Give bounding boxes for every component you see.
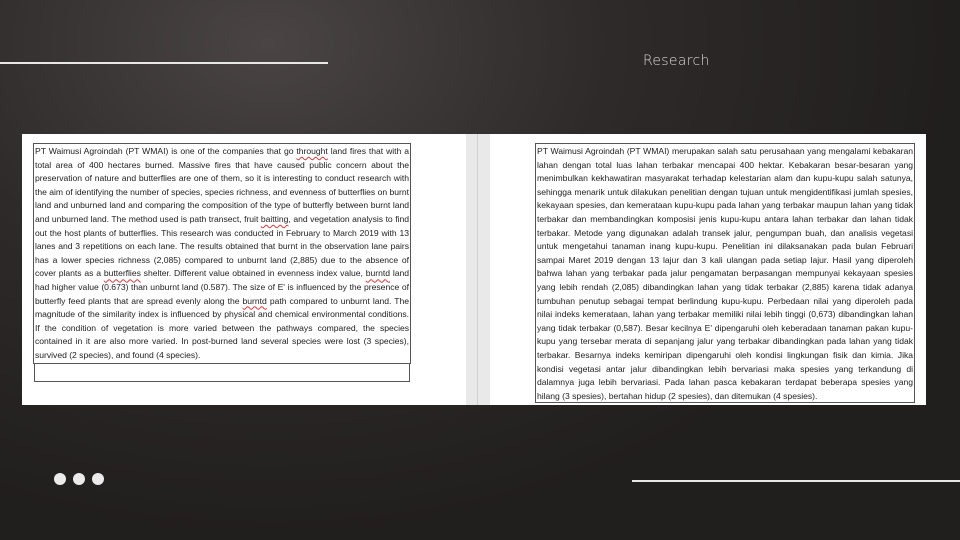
abstract-text: shelter. Different value obtained in evenness index value, [140, 268, 366, 279]
english-abstract-page [22, 134, 466, 405]
abstract-text: land fires that with a total area of 400 hectares burned. Massive fires that have caused public concern about the preservation of nature and butterflies are one of them, so it is interesting to conduct research with the aim of identifying the number of species, species richness, and evenness of butterflies on burnt land and unburned land and comparing the composition of the type of butterfly between burnt land and unburned land. The method used is path transect, fruit [35, 146, 409, 224]
indonesian-abstract-textbox[interactable] [535, 143, 915, 403]
dot-icon [54, 473, 66, 485]
dot-icon [92, 473, 104, 485]
abstract-text: , and vegetation analysis to find out the host plants of butterflies. This research was conducted in February to March 2019 with 13 lanes and 3 repetitions on each lane. The results obtained that burnt in the observation lane pairs has a lower species richness (2,085) compared to unburnt land (2,885) due to the absence of cover plants as a [35, 213, 410, 279]
spelling-error: baitting [260, 213, 289, 224]
more-dots-icon [54, 473, 104, 485]
spelling-error: throught [296, 146, 328, 156]
document-screenshot [22, 134, 926, 405]
spelling-error: butterflies [103, 268, 141, 279]
spelling-error: burntd [365, 268, 390, 279]
english-abstract-textbox[interactable] [33, 143, 411, 364]
abstract-text: PT Waimusi Agroindah (PT WMAI) is one of the companies that go [35, 146, 297, 156]
top-left-divider [0, 62, 328, 64]
bottom-right-divider [632, 480, 960, 482]
abstract-text: PT Waimusi Agroindah (PT WMAI) merupakan salah satu perusahaan yang mengalami kebakaran lahan dengan total luas lahan terbakar mencapai 400 hektar. Kebakaran besar-besaran yang menimbulkan kekhawatiran masyarakat terhadap kelestarian alam dan kupu-kupu salah satunya, sehingga menarik untuk dilakukan penelitian dengan tujuan untuk mengidentifikasi jumlah spesies, kekayaan spesies, dan kemerataan kupu-kupu pada lahan yang terbakar maupun lahan yang tidak terbakar dan membandingkan komposisi jenis kupu-kupu antara lahan terbakar dan lahan tidak terbakar. Metode yang digunakan adalah transek jalur, pengumpan buah, dan analisis vegetasi untuk mengetahui tanaman inang kupu-kupu. Penelitian ini dilaksanakan pada bulan Februari sampai Maret 2019 dengan 13 lajur dan 3 kali ulangan pada setiap lajur. Hasil yang diperoleh bahwa lahan yang terbakar pada jalur pengamatan berpasangan mempunyai kekayaan spesies yang lebih rendah (2,085) dibandingkan lahan yang tidak terbakar (2,885) karena tidak adanya tumbuhan penutup sebagai tempat berlindung kupu-kupu. Perbedaan nilai yang diperoleh pada nilai indeks kemerataan, lahan yang terbakar memiliki nilai lebih tinggi (0,673) dibandingkan lahan yang tidak terbakar (0,587). Besar kecilnya E' dipengaruhi oleh keberadaan tanaman pakan kupu-kupu yang tersebar merata di sepanjang jalur yang terbakar dibandingkan pada lahan yang tidak terbakar. Besarnya indeks kemiripan dipengaruhi oleh kondisi lingkungan fisik dan kimia. Jika kondisi vegetasi antar jalur dibandingkan lebih bervariasi maka spesies yang terkandung di dalamnya juga lebih bervariasi. Pada lahan pasca kebakaran terdapat beberapa spesies yang hilang (3 spesies), bertahan hidup (2 spesies), dan ditemukan (4 spesies). [537, 146, 913, 401]
spelling-error: burntd [242, 295, 267, 306]
dot-icon [73, 473, 85, 485]
abstract-text: land had higher value (0.673) than unburnt land (0.587). The size of E' is influenced by the presence of butterfly feed plants that are spread evenly along the [35, 268, 409, 306]
section-title: Research [643, 53, 710, 69]
indonesian-abstract-page [490, 134, 926, 405]
page-gutter [466, 134, 490, 405]
abstract-text: path compared to unburnt land. The magnitude of the similarity index is influenced by physical and chemical environmental conditions. If the condition of vegetation is more varied between the pathways compared, the species contained in it are also more varied. In post-burned land several species were lost (3 species), survived (2 species), and found (4 species). [35, 295, 409, 360]
